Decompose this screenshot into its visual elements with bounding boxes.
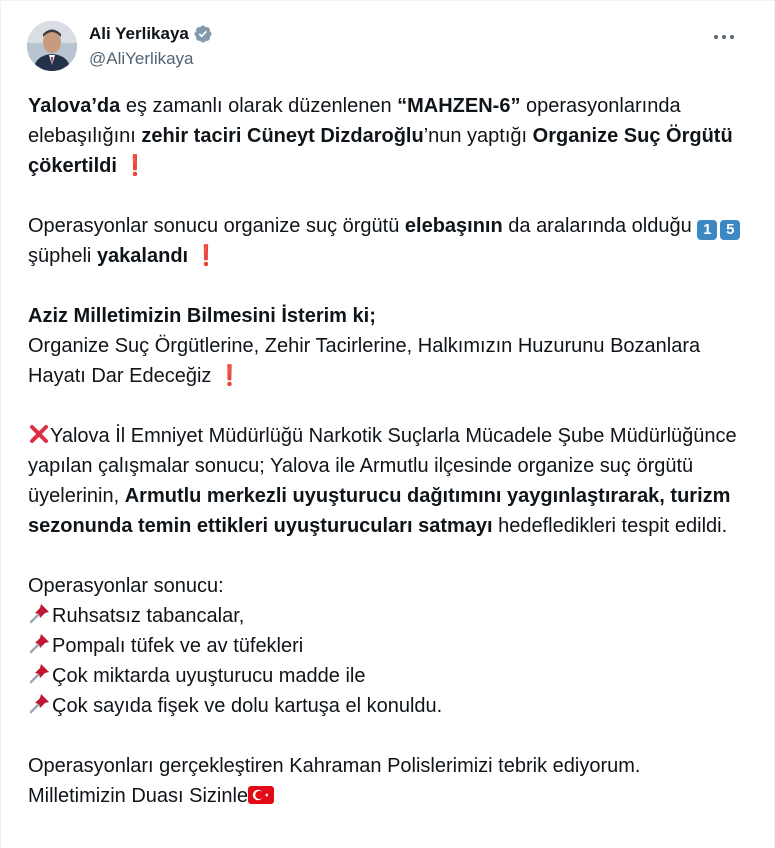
pushpin-icon — [28, 661, 52, 685]
text: Yalova İl Emniyet Müdürlüğü Narkotik Suçlarla Mücadele Şube Müdürlüğünce yapılan çalışmalar sonucu; Yalova ile Armutlu ilçesinde organize suç örgütü üyelerinin, — [28, 425, 737, 507]
bold-text: zehir taciri Cüneyt Dizdaroğlu — [141, 125, 424, 147]
display-name[interactable]: Ali Yerlikaya — [89, 24, 189, 43]
bold-text: yakalandı — [96, 245, 189, 267]
bold-text: Armutlu merkezli uyuşturucu dağıtımını yaygınlaştırarak, turizm sezonunda temin ettikleri uyuşturucuları satmayı — [28, 485, 731, 537]
exclamation-icon: ❗ — [211, 365, 242, 387]
bold-text: Yalova’da — [28, 95, 121, 117]
text: Organize Suç Örgütlerine, Zehir Tacirlerine, Halkımızın Huzurunu Bozanlara Hayatı Dar Edeceğiz — [28, 335, 701, 387]
list-item — [28, 691, 748, 721]
verified-badge-icon — [193, 24, 213, 44]
user-handle[interactable]: @AliYerlikaya — [89, 49, 194, 68]
list-item-text: Ruhsatsız tabancalar, — [52, 605, 245, 627]
post-text — [28, 91, 748, 811]
text: Operasyonlar sonucu: — [28, 575, 224, 597]
text: şüpheli — [28, 245, 97, 267]
cross-mark-icon — [28, 423, 50, 445]
text: eş zamanlı olarak düzenlenen — [120, 95, 398, 117]
text: Operasyonları gerçekleştiren Kahraman Polislerimizi tebrik ediyorum. — [28, 755, 641, 777]
pushpin-icon — [28, 631, 52, 655]
bold-heading: Aziz Milletimizin Bilmesini İsterim ki; — [28, 305, 376, 327]
paragraph-1 — [28, 91, 748, 181]
paragraph-5 — [28, 571, 748, 601]
list-item — [28, 631, 748, 661]
text: hedefledikleri tespit edildi. — [492, 515, 728, 537]
text: Milletimizin Duası Sizinle — [28, 785, 249, 807]
pushpin-icon — [28, 601, 52, 625]
avatar-image — [27, 21, 77, 71]
list-item-text: Pompalı tüfek ve av tüfekleri — [52, 635, 304, 657]
keycap-digit-one-icon: 1 — [697, 220, 717, 240]
paragraph-3 — [28, 301, 748, 391]
more-options-button[interactable] — [710, 25, 738, 49]
more-dots-icon — [713, 34, 735, 40]
bold-text: Organize Suç Örgütü çökertildi — [28, 125, 733, 177]
list-item-text: Çok sayıda fişek ve dolu kartuşa el konuldu. — [52, 695, 443, 717]
exclamation-icon: ❗ — [188, 245, 219, 267]
avatar[interactable] — [27, 21, 77, 71]
keycap-digit-five-icon: 5 — [720, 220, 740, 240]
text: Operasyonlar sonucu organize suç örgütü — [28, 215, 405, 237]
list-item — [28, 601, 748, 631]
list-item — [28, 661, 748, 691]
post-header — [27, 21, 213, 71]
text: operasyonlarında elebaşılığını — [28, 95, 681, 147]
text: ’nun yaptığı — [423, 125, 533, 147]
bold-text: elebaşının — [404, 215, 503, 237]
paragraph-6 — [28, 751, 748, 811]
paragraph-2 — [28, 211, 748, 271]
list-item-text: Çok miktarda uyuşturucu madde ile — [52, 665, 366, 687]
paragraph-4 — [28, 421, 748, 541]
pushpin-icon — [28, 691, 52, 715]
turkey-flag-icon — [248, 785, 274, 805]
text: da aralarında olduğu — [502, 215, 698, 237]
exclamation-icon: ❗ — [116, 155, 148, 177]
bold-text: “MAHZEN-6” — [397, 95, 521, 117]
